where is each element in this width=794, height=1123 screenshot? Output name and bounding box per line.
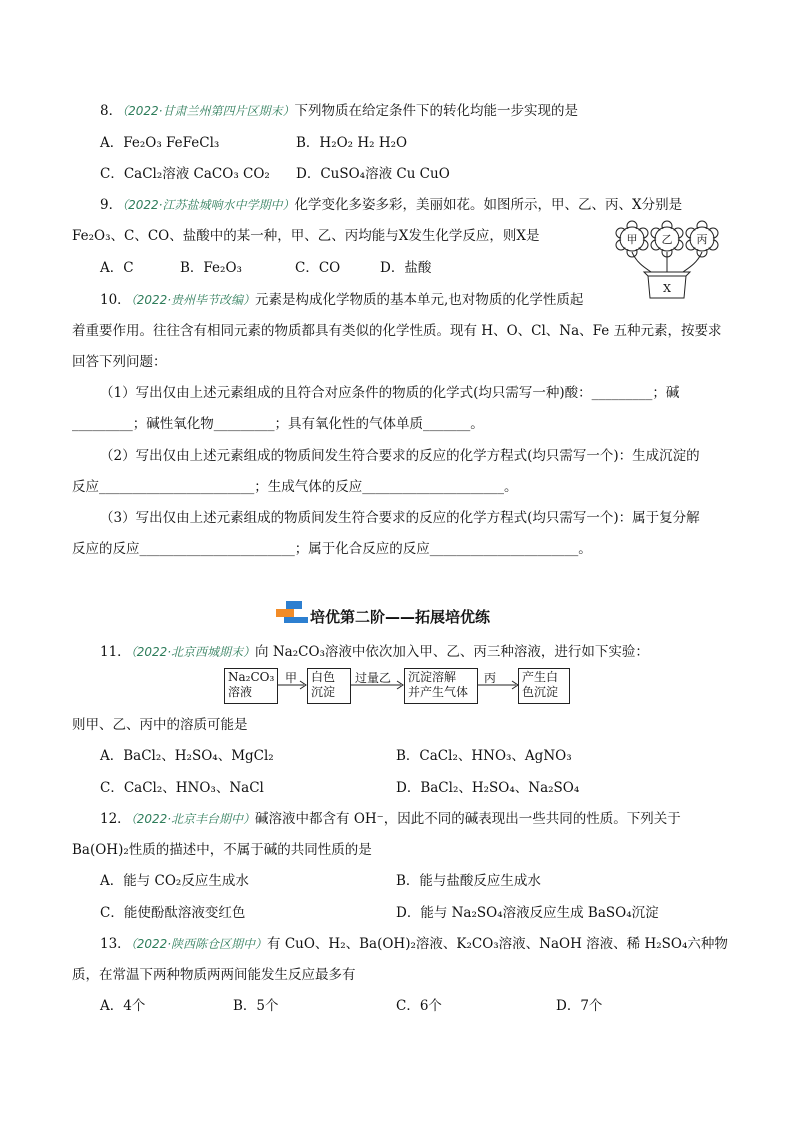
q9-source: （2022·江苏盐城响水中学期中） [122, 198, 295, 212]
q11-source: （2022·北京西城期末） [130, 645, 256, 659]
q12-option-d: D．能与 Na₂SO₄溶液反应生成 BaSO₄沉淀 [396, 905, 659, 921]
q8-stem [100, 101, 578, 121]
q10-stem-line3: 回答下列问题： [72, 354, 167, 370]
q9-text: 化学变化多姿多彩，美丽如花。如图所示，甲、乙、丙、X分别是 [294, 197, 683, 213]
flow-box-dissolve-gas: 沉淀溶解 并产生气体 [404, 668, 478, 704]
q11-stem2: 则甲、乙、丙中的溶质可能是 [72, 717, 248, 733]
flower-label-bing: 丙 [696, 233, 708, 246]
q8-option-b: B．H₂O₂ H₂ H₂O [296, 135, 408, 151]
q12-source: （2022·北京丰台期中） [130, 812, 256, 826]
flow-label-bing: 丙 [484, 671, 497, 685]
q8-number: 8． [100, 103, 123, 119]
q9-number: 9． [100, 197, 123, 213]
q13-stem-line2: 质，在常温下两种物质两两间能发生反应最多有 [72, 967, 356, 983]
q8-option-c: C．CaCl₂溶液 CaCO₃ CO₂ [100, 166, 270, 182]
q11-stem [100, 642, 649, 662]
q12-stem-line1 [100, 809, 681, 829]
flower-label-yi: 乙 [661, 233, 673, 246]
q11-option-d: D．BaCl₂、H₂SO₄、Na₂SO₄ [396, 780, 580, 796]
q8-option-d: D．CuSO₄溶液 Cu CuO [296, 166, 450, 182]
q13-text: 有 CuO、H₂、Ba(OH)₂溶液、K₂CO₃溶液、NaOH 溶液、稀 H₂SO₄六种物 [267, 936, 728, 952]
q13-stem-line1 [100, 934, 728, 954]
flower-label-jia: 甲 [626, 233, 638, 246]
flow-label-excess-yi: 过量乙 [355, 671, 392, 685]
q10-stem-line1 [100, 290, 583, 310]
flow-label-jia: 甲 [285, 671, 298, 685]
q11-text: 向 Na₂CO₃溶液中依次加入甲、乙、丙三种溶液，进行如下实验： [255, 644, 649, 660]
q12-option-b: B．能与盐酸反应生成水 [396, 873, 541, 889]
q8-source: （2022·甘肃兰州第四片区期末） [122, 104, 295, 118]
q12-text: 碱溶液中都含有 OH⁻，因此不同的碱表现出一些共同的性质。下列关于 [255, 811, 681, 827]
q9-option-d: D．盐酸 [380, 260, 432, 276]
q8-option-a: A．Fe₂O₃ FeFeCl₃ [100, 135, 220, 151]
q9-option-c: C．CO [295, 260, 341, 276]
section-icon [272, 599, 308, 625]
q13-option-c: C．6个 [396, 998, 442, 1014]
q13-option-b: B．5个 [233, 998, 279, 1014]
q11-number: 11． [100, 644, 131, 660]
q12-option-c: C．能使酚酞溶液变红色 [100, 905, 246, 921]
q13-number: 13． [100, 936, 131, 952]
section-icon-blue [286, 601, 302, 609]
flow-box-white-precipitate: 白色 沉淀 [307, 668, 351, 704]
flow-box-white-precipitate-2: 产生白 色沉淀 [518, 668, 570, 704]
q11-option-c: C．CaCl₂、HNO₃、NaCl [100, 780, 264, 796]
section-icon-orange [276, 609, 294, 617]
q12-number: 12． [100, 811, 131, 827]
q9-stem-line2: Fe₂O₃、C、CO、盐酸中的某一种，甲、乙、丙均能与X发生化学反应，则X是 [72, 228, 540, 244]
q9-option-b: B．Fe₂O₃ [180, 260, 242, 276]
pot-label-x: X [663, 282, 671, 295]
q8-text: 下列物质在给定条件下的转化均能一步实现的是 [294, 103, 578, 119]
section-icon-blue-base [284, 617, 308, 623]
q12-option-a: A．能与 CO₂反应生成水 [100, 873, 249, 889]
q11-option-b: B．CaCl₂、HNO₃、AgNO₃ [396, 748, 572, 764]
q9-option-a: A．C [100, 260, 134, 276]
q11-option-a: A．BaCl₂、H₂SO₄、MgCl₂ [100, 748, 274, 764]
q10-text: 元素是构成化学物质的基本单元,也对物质的化学性质起 [255, 292, 584, 308]
section-title: 培优第二阶——拓展培优练 [310, 608, 491, 626]
q10-part2-line1: （2）写出仅由上述元素组成的物质间发生符合要求的反应的化学方程式(均只需写一个)：生成沉淀的 [100, 448, 700, 464]
q13-option-d: D．7个 [556, 998, 603, 1014]
q9-stem-line1 [100, 195, 682, 215]
q13-source: （2022·陕西陈仓区期中） [130, 937, 268, 951]
q10-part3-line1: （3）写出仅由上述元素组成的物质间发生符合要求的反应的化学方程式(均只需写一个)：属于复分解 [100, 510, 700, 526]
q10-part3-line2: 反应的反应_______________________；属于化合反应的反应______________________。 [72, 541, 592, 557]
flow-box-na2co3: Na₂CO₃ 溶液 [224, 668, 278, 704]
q12-stem-line2: Ba(OH)₂性质的描述中，不属于碱的共同性质的是 [72, 842, 372, 858]
q10-part2-line2: 反应_______________________；生成气体的反应_____________________。 [72, 479, 518, 495]
q10-number: 10． [100, 292, 131, 308]
q13-option-a: A．4个 [100, 998, 146, 1014]
q10-part1-line2: _________；碱性氧化物_________；具有氧化性的气体单质_______。 [72, 416, 484, 432]
q10-stem-line2: 着重要作用。往往含有相同元素的物质都具有类似的化学性质。现有 H、O、Cl、Na、Fe 五种元素，按要求 [72, 323, 722, 339]
q10-source: （2022·贵州毕节改编） [130, 293, 256, 307]
q10-part1-line1: （1）写出仅由上述元素组成的且符合对应条件的物质的化学式(均只需写一种)酸：_________；碱 [100, 385, 680, 401]
q9-flower-pot-figure [612, 214, 722, 300]
